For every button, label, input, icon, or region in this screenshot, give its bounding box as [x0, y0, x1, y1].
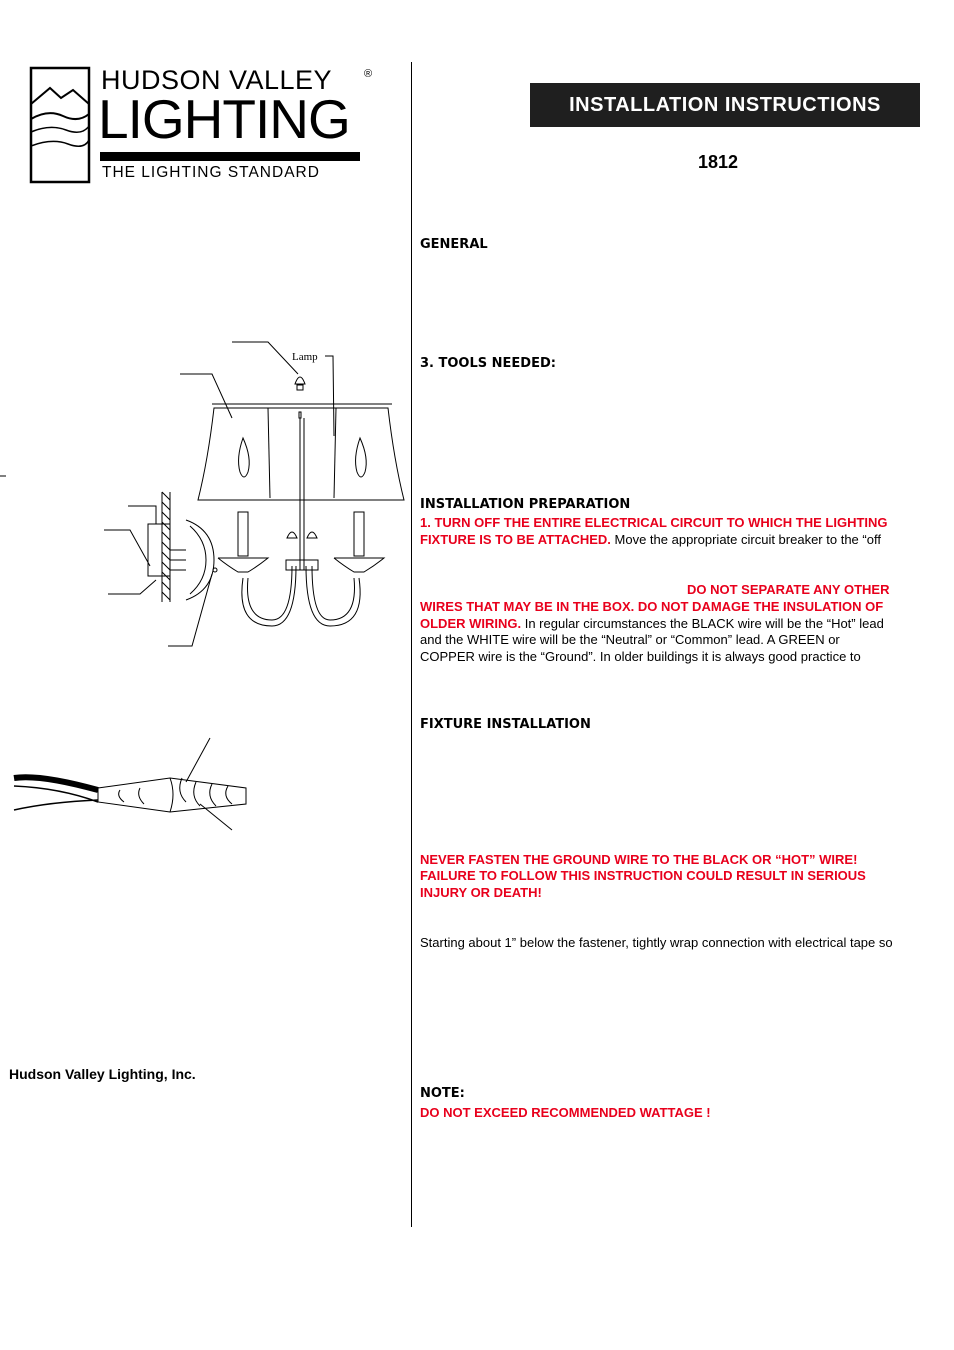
- prep-step1-red: FIXTURE IS TO BE ATTACHED.: [420, 532, 611, 547]
- fixture-diagram: [0, 330, 420, 690]
- prep-step1-text: Move the appropriate circuit breaker to the “off: [610, 532, 881, 547]
- heading-tools: 3. TOOLS NEEDED:: [420, 356, 556, 371]
- logo-mountain-icon: [28, 64, 98, 186]
- prep-warning-line2: WIRES THAT MAY BE IN THE BOX. DO NOT DAMAGE THE INSULATION OF: [420, 599, 884, 614]
- heading-fixture: FIXTURE INSTALLATION: [420, 717, 591, 732]
- prep-wire-line2: and the WHITE wire will be the “Neutral” or “Common” lead. A GREEN or: [420, 632, 840, 647]
- prep-wire-text: In regular circumstances the BLACK wire will be the “Hot” lead: [521, 616, 884, 631]
- model-number: 1812: [698, 152, 739, 172]
- prep-step1-line2: [420, 531, 881, 548]
- heading-prep: INSTALLATION PREPARATION: [420, 497, 631, 512]
- prep-step1-line1: 1. TURN OFF THE ENTIRE ELECTRICAL CIRCUIT TO WHICH THE LIGHTING: [420, 515, 888, 530]
- lamp-label: Lamp: [292, 351, 318, 363]
- company-name: Hudson Valley Lighting, Inc.: [9, 1066, 196, 1082]
- prep-wire-line3: COPPER wire is the “Ground”. In older buildings it is always good practice to: [420, 649, 861, 664]
- tape-instruction: Starting about 1” below the fastener, tightly wrap connection with electrical tape so: [420, 935, 893, 950]
- ground-warning-line1: NEVER FASTEN THE GROUND WIRE TO THE BLACK OR “HOT” WIRE!: [420, 852, 858, 867]
- prep-warning-red: OLDER WIRING.: [420, 616, 522, 631]
- registered-mark: ®: [364, 68, 373, 80]
- ground-warning-line3: INJURY OR DEATH!: [420, 885, 542, 900]
- instructions-banner: INSTALLATION INSTRUCTIONS: [530, 83, 920, 127]
- note-wattage: DO NOT EXCEED RECOMMENDED WATTAGE !: [420, 1105, 711, 1120]
- brand-logo: [28, 64, 383, 186]
- heading-note: NOTE:: [420, 1086, 465, 1101]
- wire-tape-diagram: [0, 730, 270, 850]
- brand-tagline: THE LIGHTING STANDARD: [102, 164, 320, 181]
- prep-warning-line1: DO NOT SEPARATE ANY OTHER: [687, 582, 890, 597]
- ground-warning-line2: FAILURE TO FOLLOW THIS INSTRUCTION COULD RESULT IN SERIOUS: [420, 868, 866, 883]
- prep-warning-line3: [420, 615, 884, 632]
- logo-bar: [100, 152, 360, 161]
- heading-general: GENERAL: [420, 237, 488, 252]
- brand-line1: HUDSON VALLEY: [101, 65, 333, 95]
- brand-line2: LIGHTING: [98, 88, 350, 150]
